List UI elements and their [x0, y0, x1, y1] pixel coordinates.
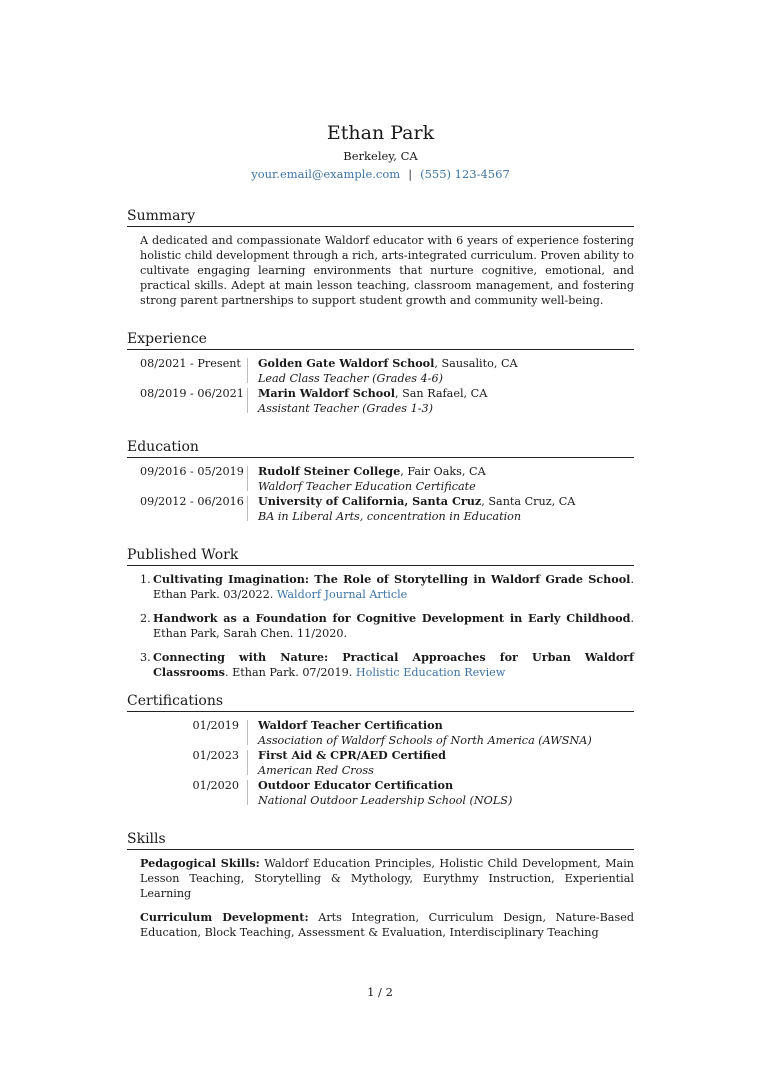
candidate-name: Ethan Park — [326, 122, 435, 144]
skill-group-items: Arts Integration, Curriculum Design, Nature-Based Education, Block Teaching, Assessment & Evaluation, Interdisciplinary Teaching — [140, 911, 635, 939]
email-link[interactable]: your.email@example.com — [251, 167, 401, 181]
publication-details: . Ethan Park. 03/2022. — [153, 573, 634, 601]
education-list — [127, 464, 634, 524]
section-title-publications: Published Work — [127, 546, 634, 566]
page-number: 1 / 2 — [367, 985, 393, 999]
entry-content — [248, 748, 634, 778]
certification-issuer: American Red Cross — [258, 764, 374, 777]
skills-section — [127, 830, 634, 940]
entry-dates: 08/2019 - 06/2021 — [140, 387, 244, 400]
entry-organization: University of California, Santa Cruz — [258, 494, 482, 508]
resume-page — [127, 120, 634, 949]
section-title-education: Education — [127, 438, 634, 458]
entry-organization: Marin Waldorf School — [258, 386, 395, 400]
publication-number: 1. — [140, 573, 151, 586]
publication-title: Cultivating Imagination: The Role of Storytelling in Waldorf Grade School — [153, 572, 631, 586]
section-title-summary: Summary — [127, 207, 634, 227]
entry-organization: Rudolf Steiner College — [258, 464, 401, 478]
summary-text: A dedicated and compassionate Waldorf educator with 6 years of experience fostering holistic child development through a rich, arts-integrated curriculum. Proven ability to cultivate engaging learning environments that nurture cognitive, emotional, and practical skills. Adept at main lesson teaching, classroom management, and fostering strong parent partnerships to support student growth and community well-being. — [140, 234, 634, 307]
entry-content — [248, 356, 634, 386]
publication-item — [140, 572, 634, 602]
experience-list — [127, 356, 634, 416]
education-entry — [140, 464, 634, 494]
publication-link[interactable]: Holistic Education Review — [355, 666, 506, 679]
entry-role: Lead Class Teacher (Grades 4-6) — [258, 372, 443, 385]
entry-content — [248, 386, 634, 416]
publication-item — [140, 611, 634, 641]
skill-group-items: Waldorf Education Principles, Holistic Child Development, Main Lesson Teaching, Storytelling & Mythology, Eurythmy Instruction, Experiential Learning — [140, 857, 634, 900]
certification-name: First Aid & CPR/AED Certified — [258, 748, 447, 762]
publications-section — [127, 546, 634, 680]
publication-item — [140, 650, 634, 680]
certifications-list — [127, 718, 634, 808]
skill-group — [140, 856, 634, 901]
entry-content — [248, 718, 634, 748]
certification-name: Waldorf Teacher Certification — [258, 718, 443, 732]
publications-list — [127, 572, 634, 680]
entry-dates: 08/2021 - Present — [140, 357, 241, 370]
entry-location: , Sausalito, CA — [434, 357, 518, 370]
candidate-location: Berkeley, CA — [343, 149, 418, 163]
contact-line — [127, 165, 634, 183]
contact-separator: | — [408, 167, 413, 181]
entry-content — [248, 778, 634, 808]
skill-group — [140, 910, 634, 940]
publication-title: Handwork as a Foundation for Cognitive Development in Early Childhood — [153, 611, 631, 625]
publication-details: . Ethan Park. 07/2019. — [224, 666, 356, 679]
skill-group-label: Pedagogical Skills: — [140, 856, 260, 870]
publication-link[interactable]: Waldorf Journal Article — [276, 588, 408, 601]
entry-dates: 09/2012 - 06/2016 — [140, 495, 244, 508]
section-title-certifications: Certifications — [127, 692, 634, 712]
experience-entry — [140, 356, 634, 386]
publication-number: 2. — [140, 612, 151, 625]
entry-dates: 01/2023 — [192, 749, 239, 762]
entry-dates: 01/2020 — [192, 779, 239, 792]
resume-header — [127, 120, 634, 183]
publication-number: 3. — [140, 651, 151, 664]
certification-entry — [140, 748, 634, 778]
section-title-experience: Experience — [127, 330, 634, 350]
certifications-section — [127, 692, 634, 808]
entry-dates: 01/2019 — [192, 719, 239, 732]
section-title-skills: Skills — [127, 830, 634, 850]
entry-dates: 09/2016 - 05/2019 — [140, 465, 244, 478]
certification-issuer: Association of Waldorf Schools of North America (AWSNA) — [258, 734, 592, 747]
skill-group-label: Curriculum Development: — [140, 910, 309, 924]
entry-location: , San Rafael, CA — [394, 387, 488, 400]
entry-location: , Santa Cruz, CA — [481, 495, 576, 508]
entry-degree: Waldorf Teacher Education Certificate — [258, 480, 476, 493]
entry-organization: Golden Gate Waldorf School — [258, 356, 435, 370]
education-section — [127, 438, 634, 524]
certification-entry — [140, 778, 634, 808]
experience-section — [127, 330, 634, 416]
entry-role: Assistant Teacher (Grades 1-3) — [258, 402, 433, 415]
publication-details: . Ethan Park, Sarah Chen. 11/2020. — [153, 612, 634, 640]
phone-link[interactable]: (555) 123-4567 — [420, 167, 510, 181]
publication-title: Connecting with Nature: Practical Approaches for Urban Waldorf Classrooms — [153, 650, 634, 679]
summary-section — [127, 207, 634, 308]
entry-degree: BA in Liberal Arts, concentration in Education — [258, 510, 522, 523]
certification-name: Outdoor Educator Certification — [258, 778, 454, 792]
experience-entry — [140, 386, 634, 416]
entry-location: , Fair Oaks, CA — [400, 465, 486, 478]
certification-issuer: National Outdoor Leadership School (NOLS) — [258, 794, 513, 807]
skills-list — [127, 856, 634, 940]
entry-content — [248, 494, 634, 524]
certification-entry — [140, 718, 634, 748]
entry-content — [248, 464, 634, 494]
education-entry — [140, 494, 634, 524]
